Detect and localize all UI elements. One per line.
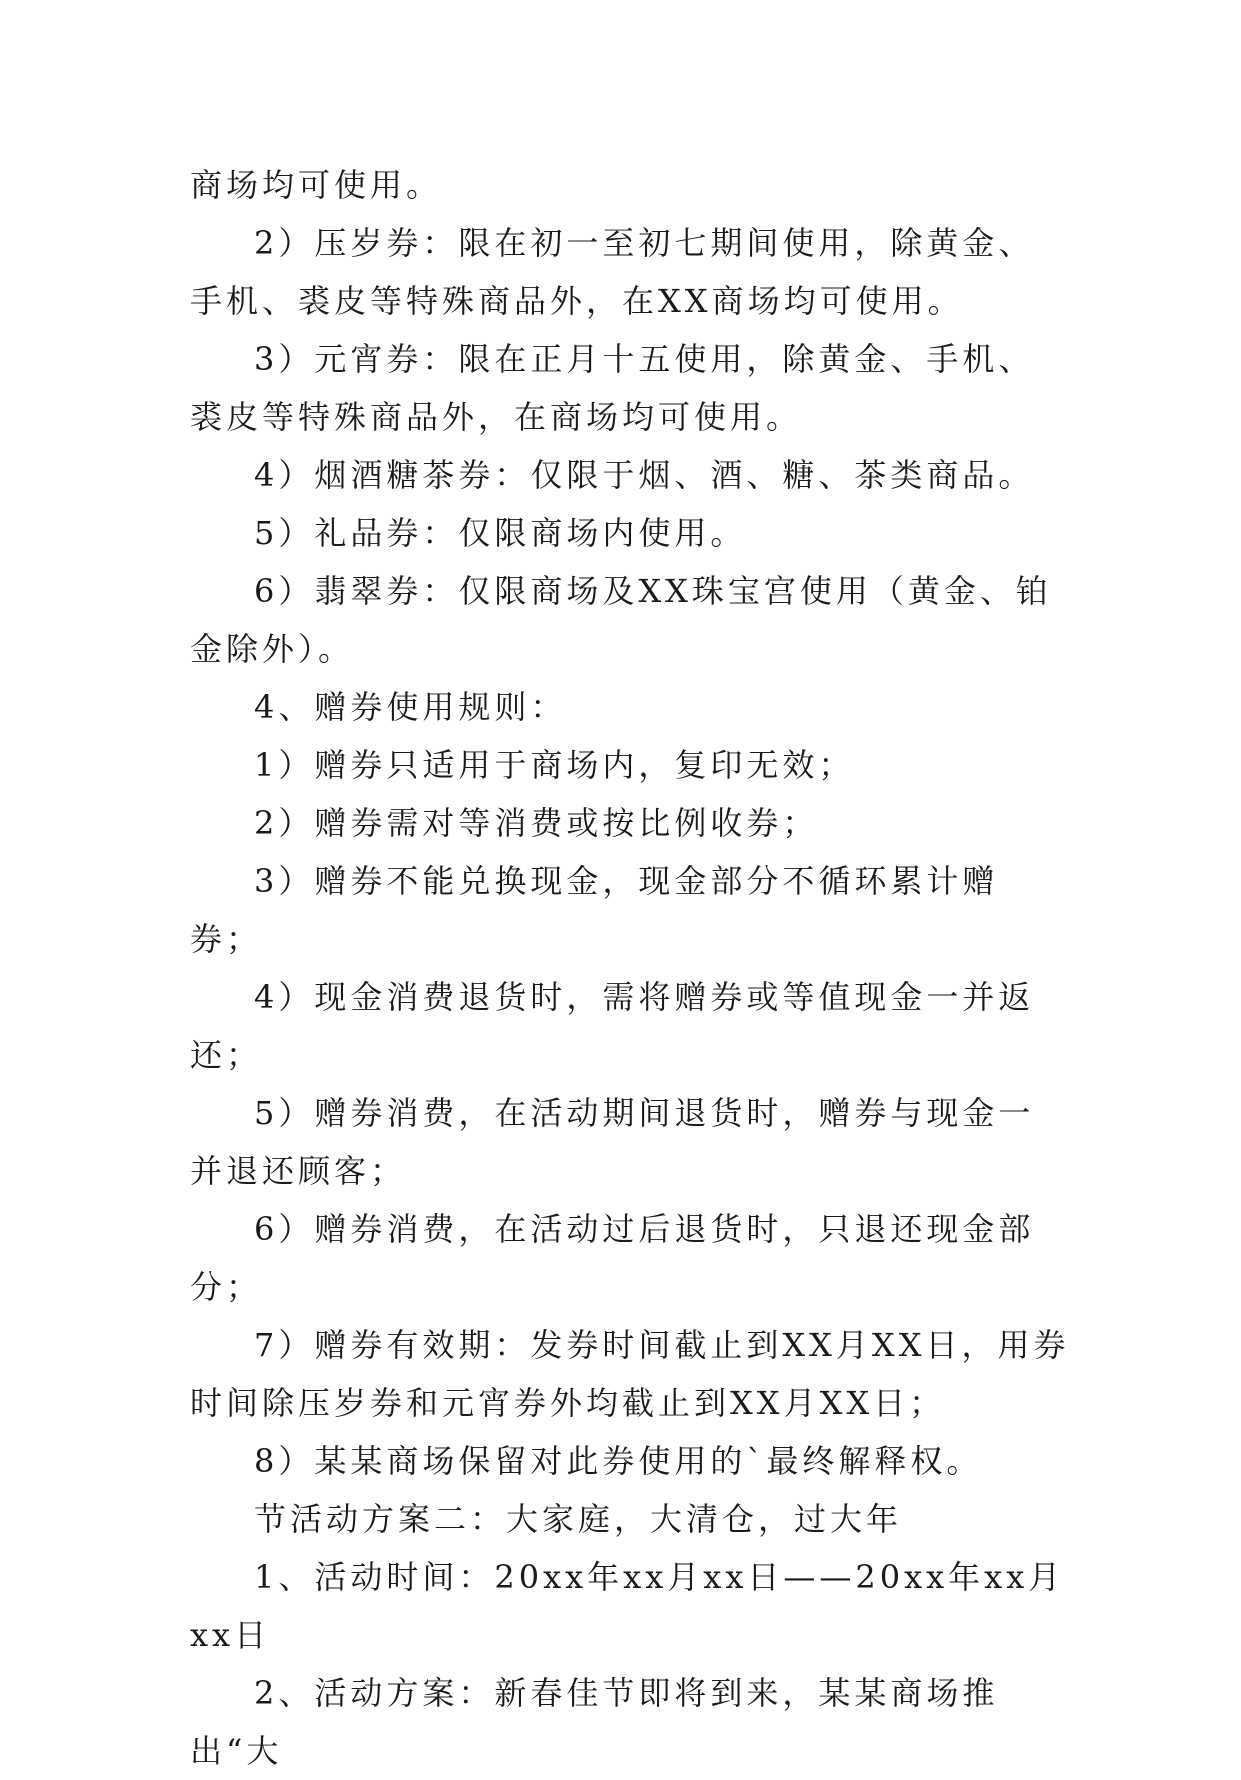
paragraph: 商场均可使用。 xyxy=(190,166,443,204)
paragraph: 2）压岁券：限在初一至初七期间使用，除黄金、手机、裘皮等特殊商品外，在XX商场均可使用。 xyxy=(190,224,1035,320)
paragraph: 6）翡翠券：仅限商场及XX珠宝宫使用（黄金、铂金除外）。 xyxy=(190,572,1052,668)
document-body xyxy=(190,156,1070,1780)
paragraph: 7）赠券有效期：发券时间截止到XX月XX日，用券时间除压岁券和元宵券外均截止到XX月XX日； xyxy=(190,1326,1070,1422)
paragraph: 2）赠券需对等消费或按比例收券； xyxy=(254,804,819,842)
paragraph: 2、活动方案：新春佳节即将到来，某某商场推出“大 xyxy=(190,1674,999,1770)
paragraph: 8）某某商场保留对此券使用的`最终解释权。 xyxy=(254,1442,983,1480)
paragraph: 5）赠券消费，在活动期间退货时，赠券与现金一并退还顾客； xyxy=(190,1094,1035,1190)
paragraph: 3）元宵券：限在正月十五使用，除黄金、手机、裘皮等特殊商品外，在商场均可使用。 xyxy=(190,340,1035,436)
paragraph: 4）现金消费退货时，需将赠券或等值现金一并返还； xyxy=(190,978,1035,1074)
paragraph: 节活动方案二：大家庭，大清仓，过大年 xyxy=(254,1500,903,1538)
paragraph: 6）赠券消费，在活动过后退货时，只退还现金部分； xyxy=(190,1210,1035,1306)
paragraph: 5）礼品券：仅限商场内使用。 xyxy=(254,514,747,552)
paragraph: 3）赠券不能兑换现金，现金部分不循环累计赠券； xyxy=(190,862,999,958)
paragraph: 4、赠券使用规则： xyxy=(254,688,567,726)
paragraph: 4）烟酒糖茶券：仅限于烟、酒、糖、茶类商品。 xyxy=(254,456,1035,494)
paragraph: 1、活动时间：20xx年xx月xx日——20xx年xx月xx日 xyxy=(190,1558,1065,1654)
paragraph: 1）赠券只适用于商场内，复印无效； xyxy=(254,746,855,784)
